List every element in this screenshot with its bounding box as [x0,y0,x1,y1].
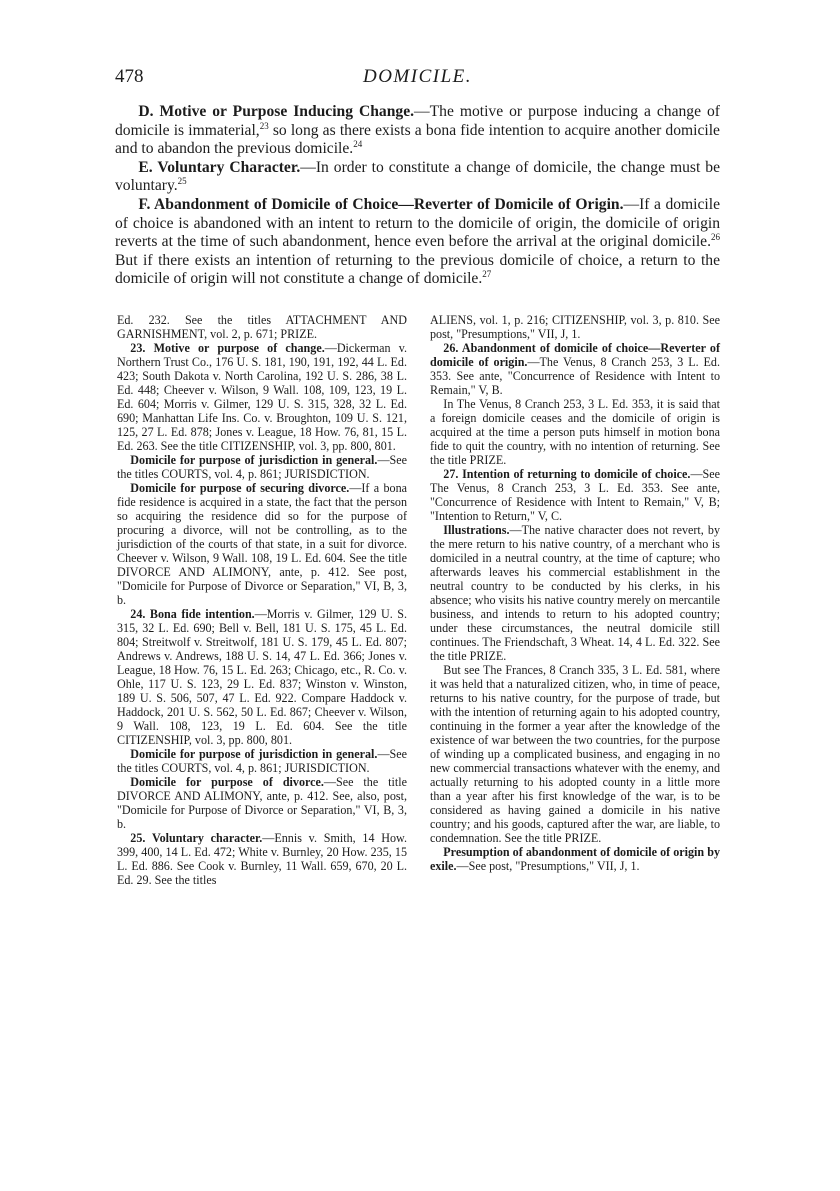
footnote-jurisdiction-2: Domicile for purpose of jurisdiction in general.—See the titles COURTS, vol. 4, p. 861; JURISDICTION. [117,747,407,775]
footnote-jurisdiction: Domicile for purpose of jurisdiction in general.—See the titles COURTS, vol. 4, p. 861; JURISDICTION. [117,453,407,481]
footnotes-left-column [117,313,407,887]
footnote-presumption: Presumption of abandonment of domicile of origin by exile.—See post, "Presumptions," VII, J, 1. [430,845,720,873]
footnote-ref: 23 [259,120,269,131]
section-e: E. Voluntary Character.—In order to constitute a change of domicile, the change must be voluntary.$^{25}$ [115,158,721,195]
footnote-24: 24. Bona fide intention.—Morris v. Gilmer, 129 U. S. 315, 32 L. Ed. 690; Bell v. Bell, 181 U. S. 175, 45 L. Ed. 804; Streitwolf v. Streitwolf, 181 U. S. 179, 45 L. Ed. 807; Andrews v. Andrews, 188 U. S. 14, 47 L. Ed. 366; Jones v. League, 18 How. 76, 15 L. Ed. 263; Chicago, etc., R. Co. v. Ohle, 117 U. S. 123, 29 L. Ed. 837; Winston v. Winston, 189 U. S. 506, 507, 47 L. Ed. 922. Compare Haddock v. Haddock, 201 U. S. 562, 50 L. Ed. 867; Cheever v. Wilson, 9 Wall. 108, 123, 19 L. Ed. 604. See the title CITIZENSHIP, vol. 3, pp. 800, 801. [117,607,407,747]
footnote-ref: 26 [711,232,720,243]
footnote-ref: 27 [482,269,492,280]
page-header [115,66,720,92]
page-number: 478 [115,66,144,87]
section-e-heading: E. Voluntary Character. [138,158,301,176]
footnote-23: 23. Motive or purpose of change.—Dickerman v. Northern Trust Co., 176 U. S. 181, 190, 191, 192, 44 L. Ed. 423; South Dakota v. North Carolina, 192 U. S. 286, 38 L. Ed. 448; Cheever v. Wilson, 9 Wall. 108, 109, 123, 19 L. Ed. 604; Morris v. Gilmer, 129 U. S. 315, 328, 32 L. Ed. 690; Manhattan Life Ins. Co. v. Broughton, 109 U. S. 121, 125, 27 L. Ed. 878; Jones v. League, 18 How. 76, 81, 15 L. Ed. 263. See the title CITIZENSHIP, vol. 3, pp. 800, 801. [117,341,407,453]
main-text [115,103,720,289]
section-d-heading: D. Motive or Purpose Inducing Change. [138,103,415,120]
footnote-venus: In The Venus, 8 Cranch 253, 3 L. Ed. 353, it is said that a foreign domicile ceases and the domicile of origin is acquired at the time a person puts himself in motion bona fide to quit the country, with no intention of returning. See the title PRIZE. [430,397,720,467]
footnote-ref: 24 [353,139,363,150]
footnote-continuation: ALIENS, vol. 1, p. 216; CITIZENSHIP, vol. 3, p. 810. See post, "Presumptions," VII, J, 1. [430,313,720,341]
footnote-divorce-2: Domicile for purpose of divorce.—See the title DIVORCE AND ALIMONY, ante, p. 412. See, also, post, "Domicile for Purpose of Divorce or Separation," VI, B, 3, b. [117,775,407,831]
footnote-frances: But see The Frances, 8 Cranch 335, 3 L. Ed. 581, where it was held that a naturalized citizen, who, in time of peace, returns to his native country, for the purpose of trade, but with the intention of returning again to his adopted country, continuing in the former a year after the knowledge of the existence of war between the two countries, for the purpose of winding up a complicated business, and engaging in no new commercial transactions whatever with the enemy, and actually returning to his adopted county in a little more than a year after his first knowledge of the war, is to be considered as having gained a domicile in his native country; and his goods, captured after the war, are liable, to condemnation. See the title PRIZE. [430,663,720,845]
section-f: F. Abandonment of Domicile of Choice—Reverter of Domicile of Origin.—If a domicile of choice is abandoned with an intent to return to the domicile of origin, the domicile of origin reverts at the time of such abandonment, hence even before the arrival at the original domicile.$^{26}$ But if there exists an intention of returning to the previous domicile of choice, a return to the domicile of origin will not constitute a change of domicile.$^{27}$ [115,195,721,288]
section-f-heading: F. Abandonment of Domicile of Choice—Reverter of Domicile of Origin. [138,195,624,213]
footnote-divorce: Domicile for purpose of securing divorce.—If a bona fide residence is acquired in a state, the fact that the person so acquiring the residence did so for the purpose of procuring a divorce, will not be controlling, as to the jurisdiction of the courts of that state, in a suit for divorce. Cheever v. Wilson, 9 Wall. 108, 19 L. Ed. 604. See the title DIVORCE AND ALIMONY, ante, p. 412. See post, "Domicile for Purpose of Divorce or Separation," VI, B, 3, b. [117,481,407,607]
running-head: DOMICILE. [362,66,473,87]
footnote-continuation: Ed. 232. See the titles ATTACHMENT AND GARNISHMENT, vol. 2, p. 671; PRIZE. [117,313,407,341]
footnote-ref: 25 [177,176,187,187]
footnote-illustrations: Illustrations.—The native character does not revert, by the mere return to his native country, of a merchant who is domiciled in a neutral country, at the time of capture; who afterwards leaves his commercial establishment in the neutral country to be conducted by his clerks, in his absence; who visits his native country merely on mercantile business, and intends to return to his adopted country; under these circumstances, the neutral domicile still continues. The Friendschaft, 3 Wheat. 14, 4 L. Ed. 322. See the title PRIZE. [430,523,720,663]
footnote-26: 26. Abandonment of domicile of choice—Reverter of domicile of origin.—The Venus, 8 Cranch 253, 3 L. Ed. 353. See ante, "Concurrence of Residence with Intent to Remain," V, B. [430,341,720,397]
footnote-27: 27. Intention of returning to domicile of choice.—See The Venus, 8 Cranch 253, 3 L. Ed. 353. See ante, "Concurrence of Residence with Intent to Remain," V, B; "Intention to Return," V, C. [430,467,720,523]
section-d: D. Motive or Purpose Inducing Change.—The motive or purpose inducing a change of domicile is immaterial,$^{23}$ so long as there exists a bona fide intention to acquire another domicile and to abandon the previous domicile.$^{24}$ [115,103,720,158]
footnotes-right-column [430,313,720,873]
footnote-25: 25. Voluntary character.—Ennis v. Smith, 14 How. 399, 400, 14 L. Ed. 472; White v. Burnley, 20 How. 235, 15 L. Ed. 886. See Cook v. Burnley, 11 Wall. 659, 670, 20 L. Ed. 29. See the titles [117,831,407,887]
